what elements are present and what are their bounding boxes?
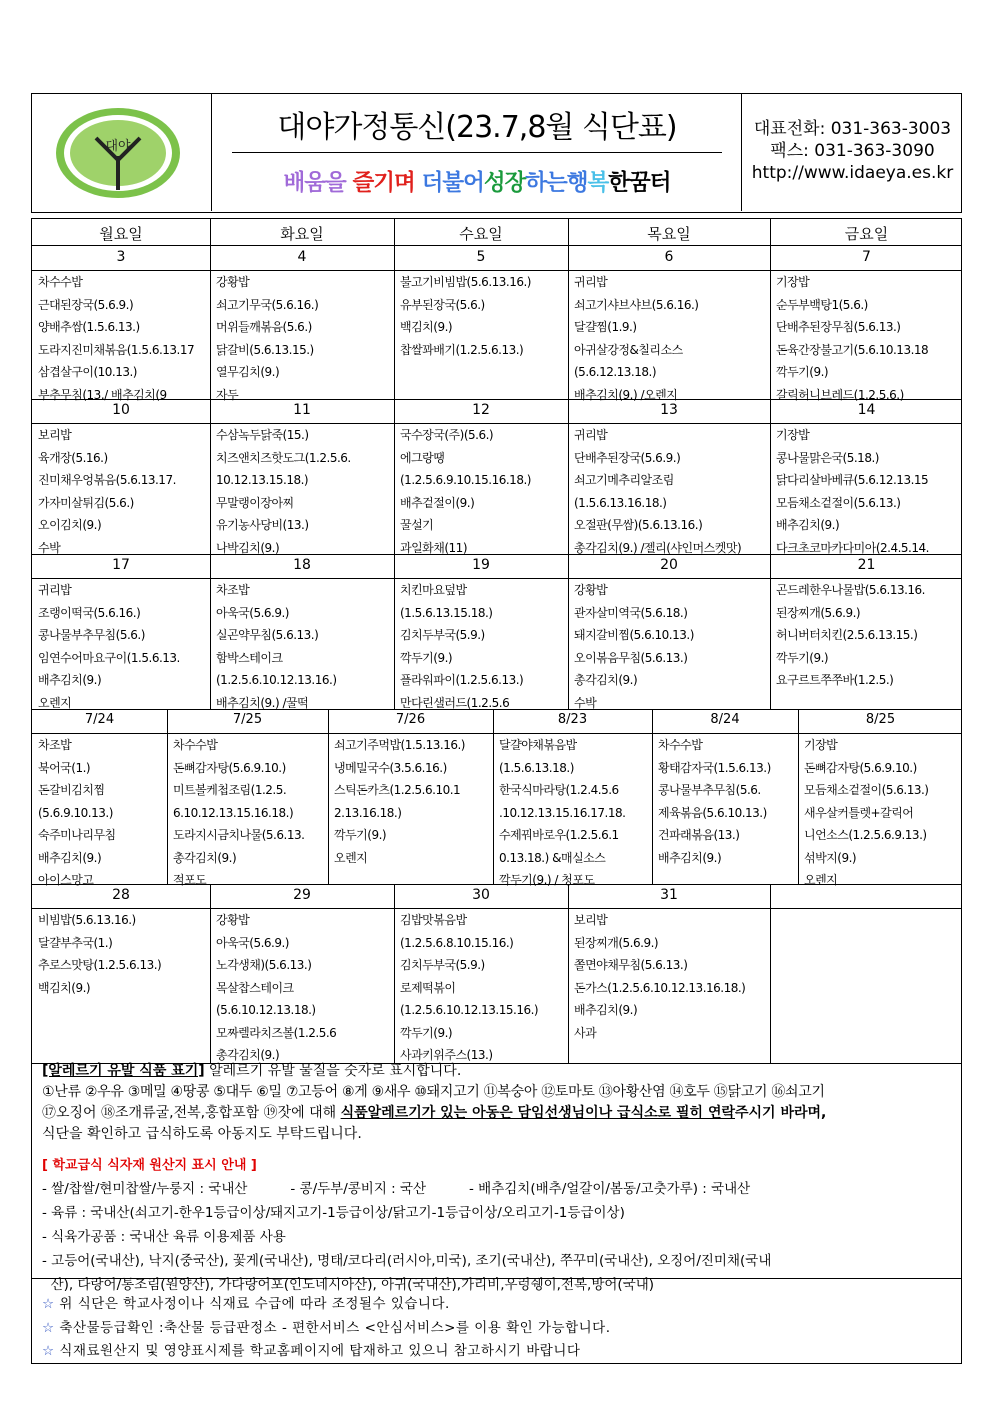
column-divider: [568, 219, 569, 246]
menu-item: 도라지진미채볶음(1.5.6.13.17: [38, 342, 195, 357]
date-number: 7: [862, 249, 871, 265]
date-number: 8/23: [557, 712, 588, 727]
menu-item: 단배추된장무침(5.6.13.): [776, 320, 901, 334]
menu-item: 깍두기(9.): [400, 650, 453, 665]
menu-item: 쇠고기무국(5.6.16.): [216, 297, 319, 312]
menu-item: 도라지시금치나물(5.6.13.: [173, 828, 305, 842]
menu-item: 단배추된장국(5.6.9.): [574, 450, 681, 465]
menu-item: 요구르트쭈쭈바(1.2.5.): [776, 673, 894, 687]
logo-text: 대야: [105, 139, 131, 154]
menu-item: 돈가스(1.2.5.6.10.12.13.16.18.): [574, 980, 746, 995]
menu-item: 오렌지: [334, 850, 368, 865]
menu-item: 열무김치(9.): [216, 365, 280, 379]
date-number: 29: [293, 887, 311, 903]
menu-item: 보리밥: [38, 428, 72, 442]
column-divider: [770, 246, 771, 399]
column-divider: [770, 219, 771, 246]
menu-item: 쫄면야채무침(5.6.13.): [574, 958, 688, 972]
slogan-segment: 배움을: [283, 170, 346, 196]
menu-item: 닭갈비(5.6.13.15.): [216, 342, 314, 357]
menu-item: 보리밥: [574, 913, 608, 927]
menu-item: (1.2.5.6.10.12.13.15.16.): [400, 1003, 539, 1017]
menu-item: 치킨마요덮밥: [400, 583, 467, 597]
menu-item: 차수수밥: [173, 738, 218, 752]
origin-line: - 육류 : 국내산(쇠고기-한우1등급이상/돼지고기-1등급이상/닭고기-1등급이상/오리고기-1등급이상): [42, 1205, 625, 1221]
menu-item: 강황밥: [216, 913, 250, 927]
date-number: 31: [660, 887, 678, 903]
row-divider: [32, 245, 961, 246]
menu-item: 국수장국(주)(5.6.): [400, 428, 494, 442]
menu-item: 6.10.12.13.15.16.18.): [173, 805, 294, 820]
date-number: 7/26: [395, 712, 426, 727]
origin-list: [42, 1177, 957, 1297]
date-number: 6: [664, 249, 674, 265]
slogan-segment: 성장: [483, 170, 526, 196]
menu-item: 0.13.18.) &매실소스: [499, 850, 606, 865]
menu-item: 쇠고기주먹밥(1.5.13.16.): [334, 738, 465, 752]
menu-item: 총각김치(9.): [216, 1048, 280, 1062]
menu-item: 적포도: [173, 873, 207, 887]
origin-line: - 고등어(국내산), 낙지(중국산), 꽃게(국내산), 명태/코다리(러시아,미국), 조기(국내산), 쭈꾸미(국내산), 오징어/진미채(국내: [42, 1253, 772, 1269]
menu-item: 아귀살강정&칠리소스: [574, 342, 683, 357]
column-divider: [394, 554, 395, 709]
menu-item: 자두: [216, 387, 239, 402]
date-number: 8/25: [865, 712, 896, 727]
menu-item: (1.5.6.13.15.18.): [400, 605, 493, 620]
star-icon: ☆: [42, 1319, 55, 1336]
menu-item: 수제꿔바로우(1.2.5.6.1: [499, 828, 619, 842]
menu-item: (5.6.10.12.13.18.): [216, 1003, 316, 1017]
menu-item: 귀리밥: [574, 275, 608, 289]
menu-item: 무말랭이장아찌: [216, 495, 294, 510]
menu-item: 배추김치(9.): [38, 850, 102, 865]
menu-item: 숙주미나리무침: [38, 828, 116, 842]
menu-item: (1.5.6.13.16.18.): [574, 495, 667, 510]
slogan-segment: 복: [587, 170, 609, 196]
menu-item: 달걀찜(1.9.): [574, 320, 637, 334]
menu-item: 니언소스(1.2.5.6.9.13.): [804, 828, 927, 842]
menu-item: 만다린샐러드(1.2.5.6: [400, 695, 510, 710]
menu-item: .10.12.13.15.16.17.18.: [499, 805, 626, 820]
menu-item: 육개장(5.16.): [38, 450, 108, 465]
menu-item: 과일화채(11): [400, 540, 468, 555]
menu-item: 된장찌개(5.6.9.): [574, 935, 659, 950]
menu-item: 불고기비빔밥(5.6.13.16.): [400, 275, 531, 289]
menu-item: 깍두기(9.): [776, 365, 829, 379]
menu-item: 오렌지: [804, 873, 838, 887]
menu-item: 노각생채)(5.6.13.): [216, 958, 312, 972]
menu-item: 치즈앤치즈핫도그(1.2.5.6.: [216, 450, 351, 465]
menu-item: 미트볼케첩조림(1.2.5.: [173, 783, 287, 797]
date-number: 4: [297, 249, 307, 265]
date-number: 17: [112, 557, 130, 573]
note-item: [42, 1340, 957, 1364]
menu-item: 깍두기(9.): [334, 828, 387, 842]
menu-item: 김치두부국(5.9.): [400, 958, 485, 972]
menu-item: 모듬채소겉절이(5.6.13.): [776, 495, 901, 510]
note-text: 식재료원산지 및 영양표시제를 학교홈페이지에 탑재하고 있으니 참고하시기 바랍니다: [59, 1343, 581, 1359]
menu-item: 오이볶음무침(5.6.13.): [574, 650, 688, 665]
menu-item: 섞박지(9.): [804, 850, 857, 865]
menu-item: 다크초코마카다미아(2.4.5.14.: [776, 540, 929, 555]
star-icon: ☆: [42, 1343, 55, 1359]
menu-item: 돈뼈감자탕(5.6.9.10.): [173, 760, 286, 775]
note-text: 축산물등급확인 :축산물 등급판정소 - 편한서비스 <안심서비스>를 이용 확인 가능합니다.: [59, 1319, 611, 1336]
menu-item: 쇠고기메추리알조림: [574, 473, 674, 487]
menu-item: 황태감자국(1.5.6.13.): [658, 760, 771, 775]
menu-item: 모듬채소겉절이(5.6.13.): [804, 783, 929, 797]
menu-item: 배추김치(9.) /오렌지: [574, 387, 678, 402]
menu-item: 돈육간장불고기(5.6.10.13.18: [776, 342, 929, 357]
menu-item: 달걀야채볶음밥: [499, 738, 577, 752]
menu-item: 실곤약무침(5.6.13.): [216, 628, 319, 642]
weekday-header: 목요일: [647, 225, 691, 243]
menu-item: 북어국(1.): [38, 760, 91, 775]
menu-item: 곤드레한우나물밥(5.6.13.16.: [776, 583, 925, 597]
date-number: 7/24: [84, 712, 115, 727]
menu-item: 깍두기(9.): [400, 1025, 453, 1040]
slogan-segment: 한꿈터: [608, 170, 671, 196]
menu-item: 꿀설기: [400, 518, 434, 532]
menu-item: 차수수밥: [658, 738, 703, 752]
fax-number: 팩스: 031-363-3090: [770, 141, 935, 161]
notes: [42, 1293, 957, 1364]
menu-item: 진미채우엉볶음(5.6.13.17.: [38, 473, 176, 487]
column-divider: [770, 884, 771, 1063]
menu-item: 유부된장국(5.6.): [400, 297, 485, 312]
menu-item: (1.5.6.13.18.): [499, 760, 574, 775]
column-divider: [568, 884, 569, 1063]
date-number: 21: [857, 557, 876, 573]
menu-item: 닭다리살바베큐(5.6.12.13.15: [776, 473, 929, 487]
slogan-segment: [346, 170, 353, 196]
phone-number: 대표전화: 031-363-3003: [753, 119, 952, 139]
menu-item: 새우살커틀렛+갈릭어: [804, 805, 914, 820]
slogan-segment: [415, 170, 422, 196]
menu-item: 배추김치(9.): [574, 1003, 638, 1017]
menu-item: 귀리밥: [38, 583, 72, 597]
menu-item: 갈릭허니브레드(1.2.5.6.): [776, 387, 904, 402]
weekday-header: 금요일: [844, 225, 889, 243]
date-number: 11: [293, 402, 311, 418]
column-divider: [394, 399, 395, 554]
menu-item: 총각김치(9.) /젤리(샤인머스켓맛): [574, 540, 742, 555]
allergy-intro: 알레르기 유발 물질을 숫자로 표시합니다.: [204, 1063, 462, 1079]
date-number: 20: [660, 557, 678, 573]
menu-item: (5.6.12.13.18.): [574, 365, 657, 379]
weekday-header: 수요일: [459, 225, 503, 243]
date-number: 14: [857, 402, 876, 418]
menu-item: 플라워파이(1.2.5.6.13.): [400, 673, 524, 687]
allergy-list-2: ⑰오징어 ⑱조개류굴,전복,홍합포함 ⑲잣에 대해: [42, 1105, 341, 1121]
menu-item: 유기농사당비(13.): [216, 518, 309, 532]
menu-item: 허니버터치킨(2.5.6.13.15.): [776, 628, 918, 642]
slogan-segment: 더불어: [421, 170, 484, 196]
menu-item: 로제떡볶이: [400, 980, 456, 995]
column-divider: [394, 246, 395, 399]
menu-item: 2.13.16.18.): [334, 805, 402, 820]
website-url[interactable]: http://www.idaeya.es.kr: [751, 163, 954, 183]
menu-item: 배추김치(9.) /꿀떡: [216, 695, 309, 710]
menu-item: 아욱국(5.6.9.): [216, 605, 289, 620]
school-logo-icon: [52, 104, 185, 202]
date-number: 10: [112, 402, 130, 418]
menu-item: 가자미살튀김(5.6.): [38, 495, 134, 510]
allergy-emphasis: 식품알레르기가 있는 아동은 담임선생님이나 급식소로 필히 연락: [340, 1105, 735, 1121]
menu-item: 배추김치(9.): [776, 518, 840, 532]
menu-item: 김밥맛볶음밥: [400, 913, 467, 927]
menu-item: 강황밥: [216, 275, 250, 289]
column-divider: [328, 709, 329, 884]
date-number: 18: [293, 557, 311, 573]
menu-item: 총각김치(9.): [574, 673, 638, 687]
date-number: 30: [472, 887, 490, 903]
column-divider: [770, 554, 771, 709]
weekday-header: 월요일: [99, 225, 143, 243]
note-item: [42, 1317, 957, 1341]
header: [31, 93, 962, 213]
slogan-segment: 즐기며: [352, 170, 415, 196]
column-divider: [167, 709, 168, 884]
column-divider: [210, 884, 211, 1063]
menu-item: 목살찹스테이크: [216, 980, 294, 995]
menu-item: 차조밥: [38, 738, 72, 752]
logo-area: [32, 94, 212, 211]
menu-item: 삼겹살구이(10.13.): [38, 365, 137, 379]
menu-item: 건파래볶음(13.): [658, 828, 740, 842]
date-number: 28: [112, 887, 130, 903]
menu-item: 수박: [574, 695, 597, 710]
menu-item: 돈뼈감자탕(5.6.9.10.): [804, 760, 917, 775]
slogan-segment: 하는: [525, 170, 567, 196]
menu-item: (1.2.5.6.8.10.15.16.): [400, 935, 514, 950]
school-slogan: [212, 165, 742, 197]
menu-item: 양배추쌈(1.5.6.13.): [38, 320, 140, 334]
column-divider: [394, 219, 395, 246]
menu-item: 비빔밥(5.6.13.16.): [38, 913, 136, 927]
allergy-title: [알레르기 유발 식품 표기]: [42, 1063, 205, 1079]
menu-item: 부추무침(13./ 배추김치(9: [38, 387, 167, 402]
note-text: 위 식단은 학교사정이나 식재료 수급에 따라 조정될수 있습니다.: [59, 1296, 450, 1312]
menu-item: 나박김치(9.): [216, 540, 280, 555]
menu-item: 순두부백탕1(5.6.): [776, 297, 868, 312]
column-divider: [652, 709, 653, 884]
menu-item: 돈갈비김치찜: [38, 783, 105, 797]
allergy-notice: [42, 1061, 957, 1145]
menu-item: 추로스맛탕(1.2.5.6.13.): [38, 958, 162, 972]
menu-item: 오이김치(9.): [38, 518, 102, 532]
menu-item: 관자살미역국(5.6.18.): [574, 605, 688, 620]
weekday-header: 화요일: [280, 225, 324, 243]
column-divider: [493, 709, 494, 884]
menu-item: 에그랑땡: [400, 450, 445, 465]
menu-item: 아이스망고: [38, 873, 94, 887]
menu-item: 강황밥: [574, 583, 608, 597]
menu-item: 배추김치(9.): [658, 850, 722, 865]
star-icon: ☆: [42, 1296, 55, 1312]
allergy-tail: 주시기 바라며,: [735, 1105, 827, 1121]
menu-item: 콩나물맑은국(5.18.): [776, 450, 879, 465]
menu-item: 조랭이떡국(5.6.16.): [38, 605, 141, 620]
menu-item: 오렌지: [38, 695, 72, 710]
date-number: 5: [476, 249, 486, 265]
menu-item: 제육볶음(5.6.10.13.): [658, 805, 767, 820]
origin-title: [ 학교급식 식자재 원산지 표시 안내 ]: [42, 1158, 257, 1173]
menu-item: 차수수밥: [38, 275, 83, 289]
menu-item: 기장밥: [776, 428, 810, 442]
column-divider: [568, 399, 569, 554]
menu-item: 배추김치(9.): [38, 673, 102, 687]
menu-item: 기장밥: [804, 738, 838, 752]
menu-item: 달걀부추국(1.): [38, 935, 113, 950]
menu-item: 쇠고기샤브샤브(5.6.16.): [574, 297, 699, 312]
menu-item: 오절판(무쌈)(5.6.13.16.): [574, 518, 703, 532]
column-divider: [210, 219, 211, 246]
menu-item: 임연수어마요구이(1.5.6.13.: [38, 650, 180, 665]
column-divider: [210, 554, 211, 709]
menu-item: 깍두기(9.) / 청포도: [499, 873, 595, 887]
menu-item: 10.12.13.15.18.): [216, 473, 309, 487]
origin-line: - 식육가공품 : 국내산 육류 이용제품 사용: [42, 1229, 286, 1245]
date-number: 3: [116, 249, 126, 265]
column-divider: [798, 709, 799, 884]
menu-item: 근대된장국(5.6.9.): [38, 297, 134, 312]
menu-item: 모짜렐라치즈볼(1.2.5.6: [216, 1025, 337, 1040]
menu-item: 아욱국(5.6.9.): [216, 935, 289, 950]
title-area: [212, 94, 742, 211]
allergy-line-3: 식단을 확인하고 급식하도록 아동지도 부탁드립니다.: [42, 1126, 362, 1142]
menu-item: 사과: [574, 1025, 597, 1040]
menu-item: 콩나물부추무침(5.6.): [38, 628, 145, 642]
slogan-segment: 행: [566, 170, 588, 196]
column-divider: [568, 246, 569, 399]
note-item: [42, 1293, 957, 1317]
menu-item: 차조밥: [216, 583, 250, 597]
menu-item: (1.2.5.6.9.10.15.16.18.): [400, 473, 531, 487]
menu-item: 콩나물부추무침(5.6.: [658, 783, 761, 797]
menu-item: 백김치(9.): [400, 320, 453, 334]
menu-item: 깍두기(9.): [776, 650, 829, 665]
date-number: 12: [472, 402, 490, 418]
menu-item: 배추겉절이(9.): [400, 495, 475, 510]
menu-item: 스틱돈카츠(1.2.5.6.10.1: [334, 783, 461, 797]
menu-item: 함박스테이크: [216, 650, 283, 665]
menu-item: 백김치(9.): [38, 980, 91, 995]
menu-item: (5.6.9.10.13.): [38, 805, 113, 820]
column-divider: [394, 884, 395, 1063]
page-title: 대야가정통신(23.7,8월 식단표): [277, 110, 677, 145]
menu-item: 돼지갈비찜(5.6.10.13.): [574, 628, 694, 642]
date-number: 13: [660, 402, 678, 418]
menu-item: 김치두부국(5.9.): [400, 628, 485, 642]
title-divider: [232, 152, 722, 153]
menu-item: 찹쌀꽈배기(1.2.5.6.13.): [400, 342, 524, 357]
column-divider: [770, 399, 771, 554]
menu-item: 수박: [38, 540, 61, 555]
date-number: 19: [472, 557, 490, 573]
menu-item: 사과키위주스(13.): [400, 1048, 493, 1062]
origin-line: 산), 다랑어/통조림(원양산), 가다랑어포(인도네시아산), 아귀(국내산),가리비,우렁쉥이,전복,방어(국내): [42, 1277, 655, 1293]
menu-item: 한국식마라탕(1.2.4.5.6: [499, 783, 619, 797]
origin-line: - 쌀/찹쌀/현미찹쌀/누룽지 : 국내산 - 콩/두부/콩비지 : 국산 - 배추김치(배추/얼갈이/봄동/고춧가루) : 국내산: [42, 1181, 751, 1197]
date-number: 8/24: [710, 712, 740, 727]
menu-item: 총각김치(9.): [173, 850, 237, 865]
menu-item: 냉메밀국수(3.5.6.16.): [334, 760, 447, 775]
column-divider: [210, 246, 211, 399]
menu-table: [31, 218, 962, 1364]
menu-item: 수삼녹두닭죽(15.): [216, 428, 309, 442]
menu-item: 귀리밥: [574, 428, 608, 442]
column-divider: [568, 554, 569, 709]
menu-item: (1.2.5.6.10.12.13.16.): [216, 673, 337, 687]
menu-item: 기장밥: [776, 275, 810, 289]
menu-item: 된장찌개(5.6.9.): [776, 605, 861, 620]
menu-item: 머위들깨볶음(5.6.): [216, 320, 312, 334]
contact-info: [744, 118, 961, 184]
column-divider: [210, 399, 211, 554]
date-number: 7/25: [232, 712, 263, 727]
allergy-list: ①난류 ②우유 ③메밀 ④땅콩 ⑤대두 ⑥밀 ⑦고등어 ⑧게 ⑨새우 ⑩돼지고기 ⑪복숭아 ⑫토마토 ⑬아황산염 ⑭호두 ⑮닭고기 ⑯쇠고기: [42, 1084, 825, 1100]
